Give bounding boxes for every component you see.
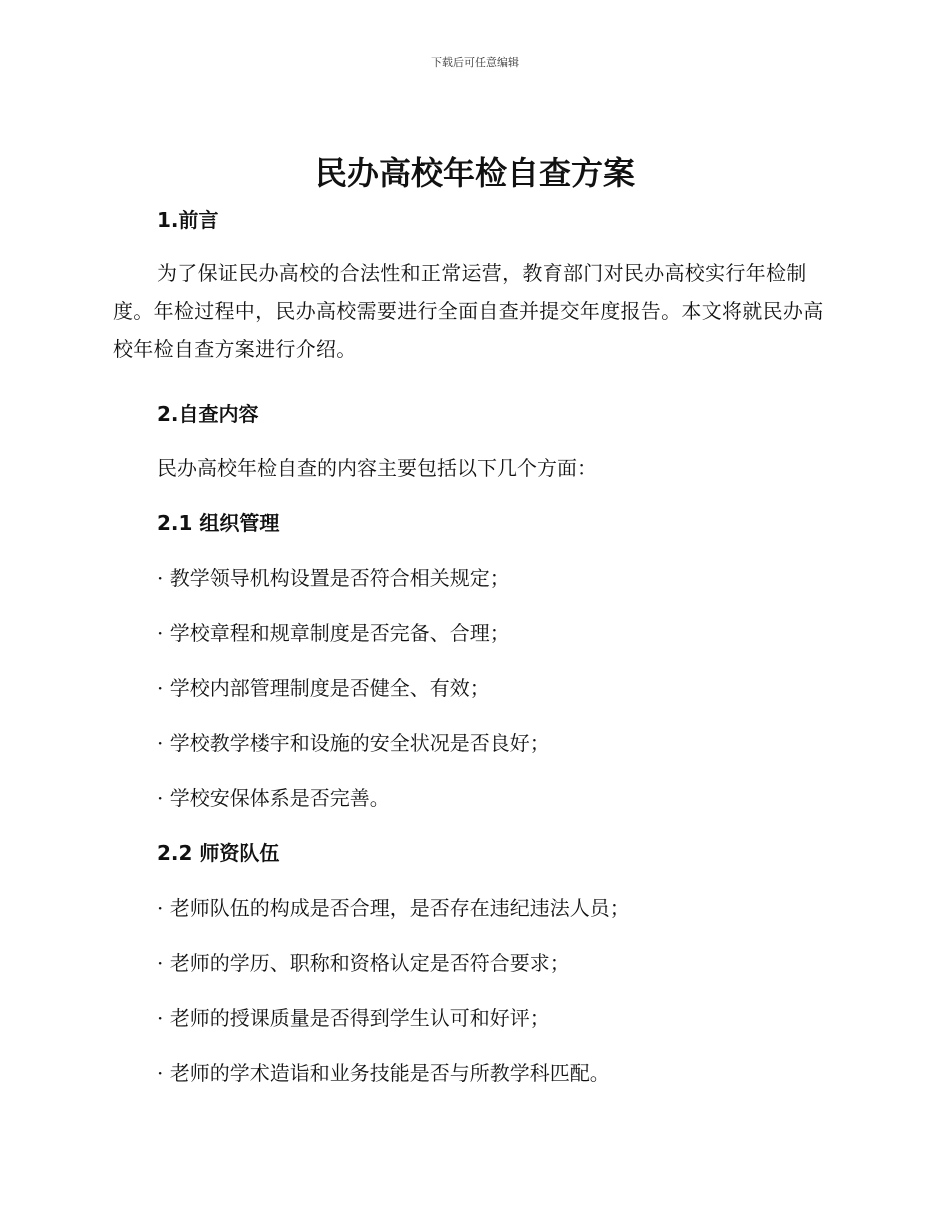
heading-self-check-content: 2.自查内容 bbox=[157, 402, 259, 426]
list-item: · 学校内部管理制度是否健全、有效； bbox=[157, 676, 490, 700]
document-title: 民办高校年检自查方案 bbox=[314, 154, 635, 192]
heading-faculty: 2.2 师资队伍 bbox=[157, 841, 280, 865]
list-item: · 教学领导机构设置是否符合相关规定； bbox=[157, 566, 510, 590]
list-item: · 学校教学楼宇和设施的安全状况是否良好； bbox=[157, 731, 550, 755]
list-item: · 老师的授课质量是否得到学生认可和好评； bbox=[157, 1006, 550, 1030]
heading-organization-management: 2.1 组织管理 bbox=[157, 511, 280, 535]
list-item: · 学校章程和规章制度是否完备、合理； bbox=[157, 621, 510, 645]
list-item: · 老师的学术造诣和业务技能是否与所教学科匹配。 bbox=[157, 1061, 610, 1085]
heading-preface: 1.前言 bbox=[157, 208, 219, 232]
preface-paragraph: 为了保证民办高校的合法性和正常运营，教育部门对民办高校实行年检制度。年检过程中，民办高校需要进行全面自查并提交年度报告。本文将就民办高校年检自查方案进行介绍。 bbox=[113, 261, 824, 361]
list-item: · 学校安保体系是否完善。 bbox=[157, 786, 390, 810]
header-note: 下载后可任意编辑 bbox=[431, 56, 519, 69]
list-item: · 老师队伍的构成是否合理，是否存在违纪违法人员； bbox=[157, 896, 630, 920]
content-intro: 民办高校年检自查的内容主要包括以下几个方面： bbox=[157, 456, 597, 480]
list-item: · 老师的学历、职称和资格认定是否符合要求； bbox=[157, 951, 570, 975]
